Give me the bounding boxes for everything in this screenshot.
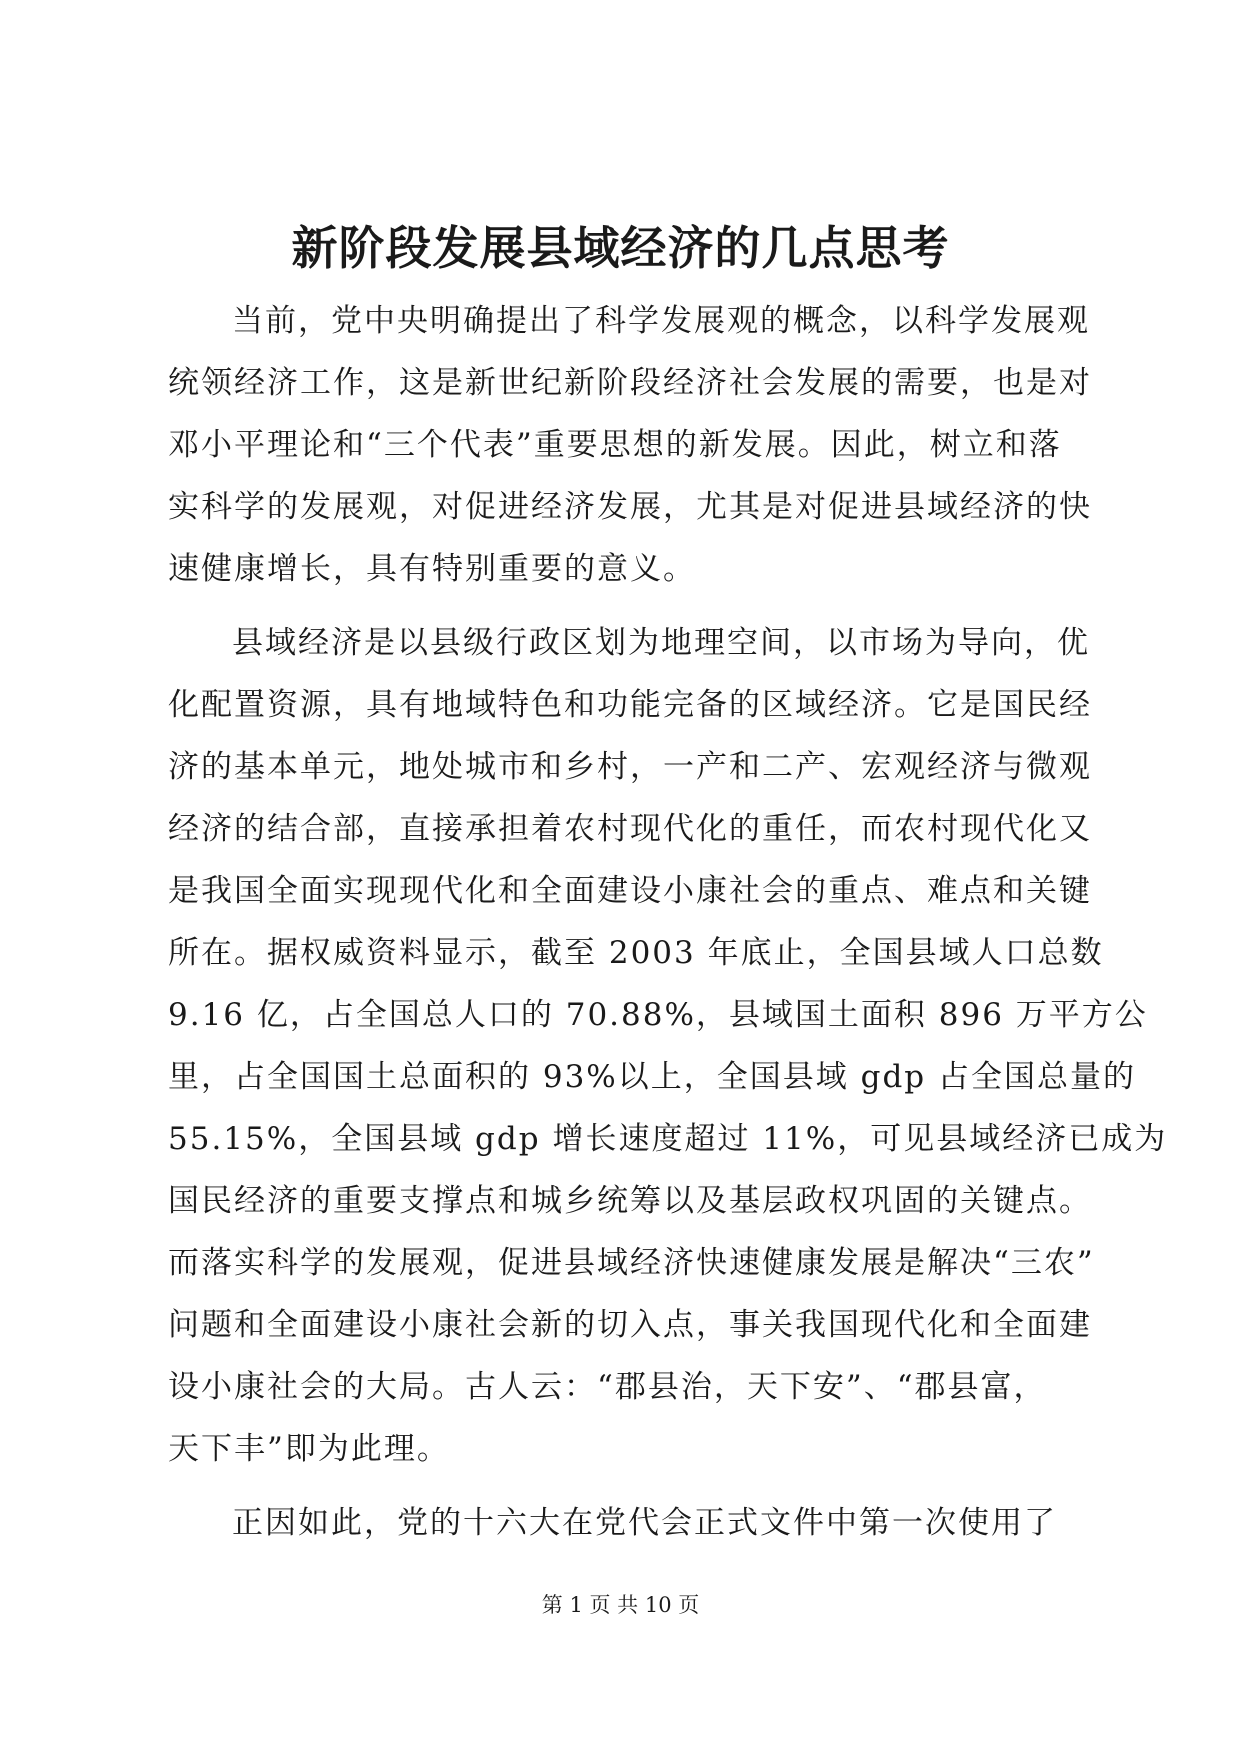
text-line: 所在。据权威资料显示，截至 2003 年底止，全国县域人口总数 (168, 935, 1104, 971)
text-line: 天下丰”即为此理。 (168, 1431, 450, 1467)
document-body (168, 290, 1168, 1554)
text-line: 里，占全国国土总面积的 93%以上，全国县域 gdp 占全国总量的 (168, 1059, 1136, 1095)
text-line: 正因如此，党的十六大在党代会正式文件中第一次使用了 (232, 1505, 1057, 1541)
text-line: 设小康社会的大局。古人云：“郡县治，天下安”、“郡县富， (168, 1369, 1047, 1405)
text-line: 济的基本单元，地处城市和乡村，一产和二产、宏观经济与微观 (168, 749, 1092, 785)
text-line: 化配置资源，具有地域特色和功能完备的区域经济。它是国民经 (168, 687, 1092, 723)
text-line: 实科学的发展观，对促进经济发展，尤其是对促进县域经济的快 (168, 489, 1092, 525)
paragraph-gap (168, 1480, 1088, 1492)
page-number-footer: 第 1 页 共 10 页 (541, 1593, 700, 1617)
text-line: 9.16 亿，占全国总人口的 70.88%，县域国土面积 896 万平方公 (168, 997, 1148, 1033)
text-line: 而落实科学的发展观，促进县域经济快速健康发展是解决“三农” (168, 1245, 1095, 1281)
paragraph-gap (168, 600, 1088, 612)
text-line: 当前，党中央明确提出了科学发展观的概念，以科学发展观 (232, 303, 1090, 339)
paragraph-1 (168, 290, 1092, 600)
text-line: 55.15%，全国县域 gdp 增长速度超过 11%，可见县域经济已成为 (168, 1121, 1168, 1157)
text-line: 经济的结合部，直接承担着农村现代化的重任，而农村现代化又 (168, 811, 1092, 847)
text-line: 县域经济是以县级行政区划为地理空间，以市场为导向，优 (232, 625, 1090, 661)
text-line: 国民经济的重要支撑点和城乡统筹以及基层政权巩固的关键点。 (168, 1183, 1092, 1219)
text-line: 统领经济工作，这是新世纪新阶段经济社会发展的需要，也是对 (168, 365, 1092, 401)
text-line: 速健康增长，具有特别重要的意义。 (168, 551, 696, 587)
text-line: 邓小平理论和“三个代表”重要思想的新发展。因此，树立和落 (168, 427, 1062, 463)
document-title: 新阶段发展县域经济的几点思考 (291, 221, 950, 275)
text-line: 是我国全面实现现代化和全面建设小康社会的重点、难点和关键 (168, 873, 1092, 909)
paragraph-3 (168, 1492, 1088, 1554)
paragraph-2 (168, 612, 1168, 1480)
text-line: 问题和全面建设小康社会新的切入点，事关我国现代化和全面建 (168, 1307, 1092, 1343)
